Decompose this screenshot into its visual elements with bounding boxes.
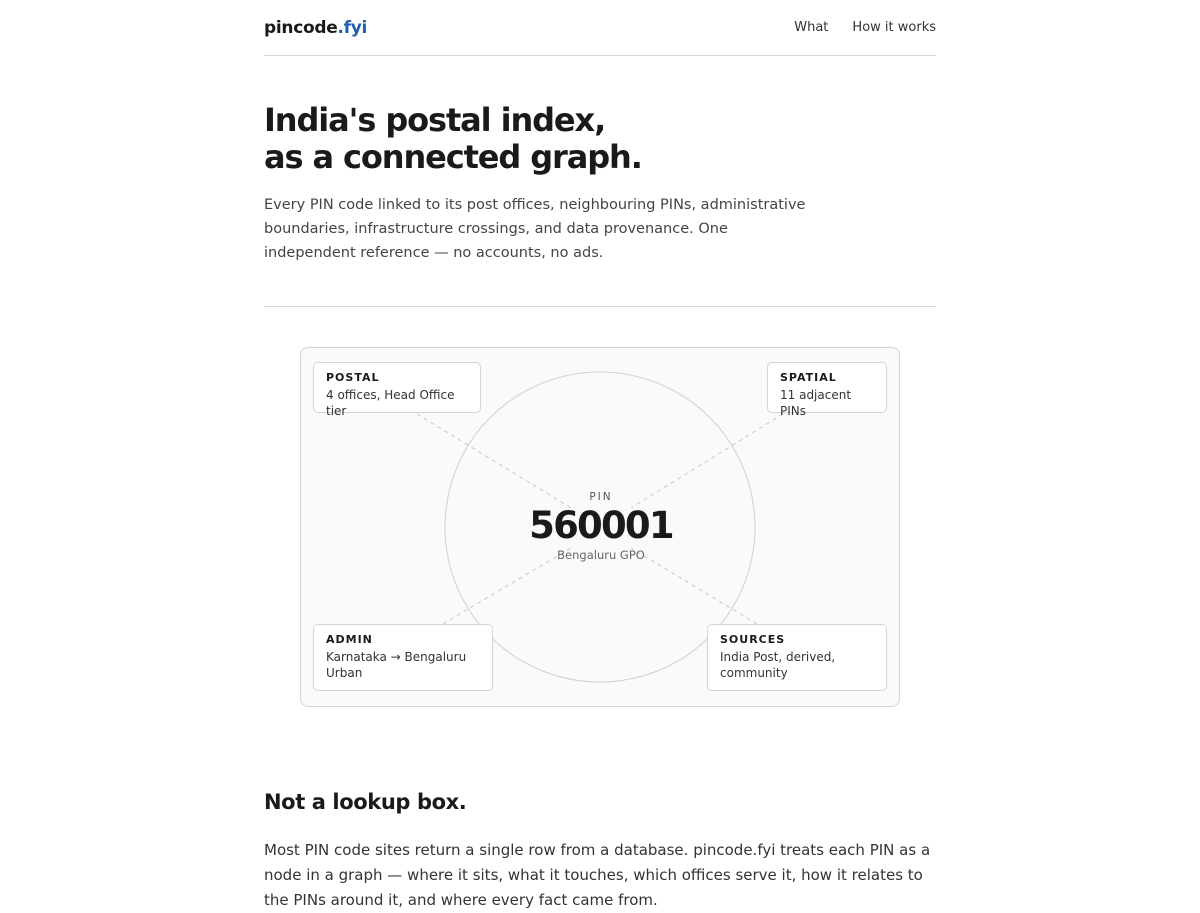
pin-value: 560001	[529, 504, 673, 547]
hero-lead: Every PIN code linked to its post offices, neighbouring PINs, administrative boundaries, infrastructure crossings, and data provenance. One independent reference — no accounts, no ads.	[264, 197, 806, 261]
hero	[264, 102, 936, 265]
hero-title-line-1: India's postal index,	[264, 101, 606, 139]
section-heading: Not a lookup box.	[264, 790, 467, 814]
node-postal-desc: 4 offices, Head Office tier	[326, 388, 455, 418]
node-admin-title: ADMIN	[326, 633, 373, 646]
site-logo[interactable]	[264, 18, 367, 38]
pin-center-node	[501, 491, 701, 562]
section-body: Most PIN code sites return a single row from a database. pincode.fyi treats each PIN as a node in a graph — where it sits, what it touches, which offices serve it, how it relates to the PINs around it, and where every fact came from.	[264, 841, 931, 909]
logo-name: pincode	[264, 17, 338, 38]
main-nav	[794, 20, 936, 35]
hero-title-line-2: as a connected graph.	[264, 138, 642, 176]
node-admin-desc: Karnataka → Bengaluru Urban	[326, 650, 467, 680]
node-sources-desc: India Post, derived, community	[720, 650, 836, 680]
logo-tld: .fyi	[337, 17, 368, 38]
nav-how-it-works[interactable]: How it works	[852, 20, 936, 35]
intro-section	[264, 790, 936, 913]
pin-graph-figure	[300, 347, 900, 707]
node-sources	[707, 624, 887, 691]
hero-title	[264, 102, 936, 176]
pin-label: PIN	[589, 491, 613, 503]
site-header	[264, 0, 936, 56]
node-spatial-title: SPATIAL	[780, 371, 837, 384]
nav-what[interactable]: What	[794, 20, 829, 35]
node-spatial-desc: 11 adjacent PINs	[780, 388, 852, 418]
node-spatial	[767, 362, 887, 418]
section-divider	[264, 306, 936, 307]
node-postal	[313, 362, 481, 418]
node-postal-title: POSTAL	[326, 371, 380, 384]
node-sources-title: SOURCES	[720, 633, 786, 646]
pin-office: Bengaluru GPO	[557, 548, 645, 562]
node-admin	[313, 624, 493, 691]
